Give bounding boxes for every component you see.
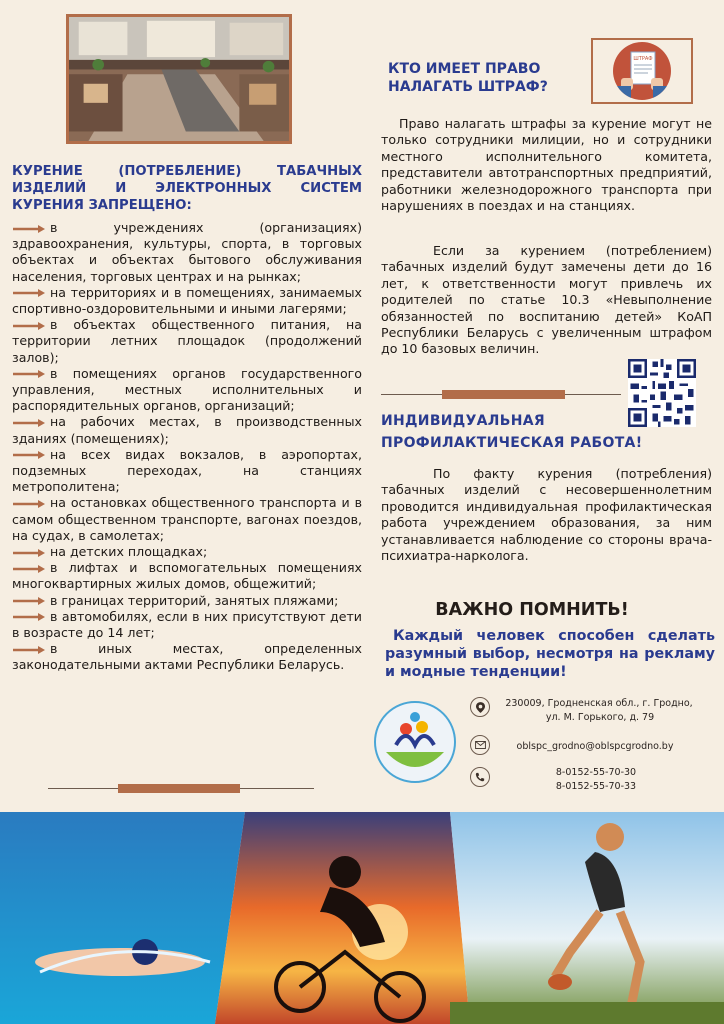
prohibited-places-list [12,220,362,674]
parent-liability-paragraph: Если за курением (потреблением) табачных изделий будут замечены дети до 16 лет, к ответственности могут привлечь их родителей по статье 10.3 «Невыполнение обязанностей по воспитанию детей» КоАП Республики Беларусь с увеличенным штрафом до 10 базовых величин. [381,243,712,357]
email-link[interactable]: oblspc_grodno@oblspcgrodno.by [516,741,674,752]
arrow-right-icon [12,369,46,379]
arrow-right-icon [12,548,46,558]
arrow-right-icon [12,612,46,622]
list-item: в учреждениях (организациях) здравоохранения, культуры, спорта, в торговых объектах и объектах бытового обслуживания населения, торговых центрах и на рынках; [12,220,362,284]
arrow-right-icon [12,499,46,509]
fine-label: ШТРАФ [633,56,653,62]
list-item: в границах территорий, занятых пляжами; [12,593,362,609]
location-pin-icon [470,697,490,717]
list-item: в объектах общественного питания, на территории летних площадок (продолжений залов); [12,317,362,365]
arrow-right-icon [12,321,46,331]
prohibition-heading: КУРЕНИЕ (ПОТРЕБЛЕНИЕ) ТАБАЧНЫХ ИЗДЕЛИЙ И ЭЛЕКТРОННЫХ СИСТЕМ КУРЕНИЯ ЗАПРЕЩЕНО: [12,164,362,213]
arrow-right-icon [12,288,46,298]
list-item: в автомобилях, если в них присутствуют дети в возрасте до 14 лет; [12,608,362,641]
phone-2[interactable]: 8-0152-55-70-33 [555,781,637,792]
phone-icon [470,767,490,787]
address-line-1: 230009, Гродненская обл., г. Гродно, [505,698,693,709]
prevention-work-paragraph: По факту курения (потребления) табачных изделий с несовершеннолетним проводится индивидуальная профилактическая работа учреждением образования, за ним устанавливается наблюдение со стороны врача-психиатра-нарколога. [381,466,712,564]
list-item: на остановках общественного транспорта и в самом общественном транспорте, вагонах поездов, на судах, в самолетах; [12,495,362,543]
fine-document-illustration [591,38,693,104]
organization-logo [366,697,464,787]
arrow-right-icon [12,596,46,606]
list-item: в лифтах и вспомогательных помещениях многоквартирных жилых домов, общежитий; [12,560,362,592]
list-item: на территориях и в помещениях, занимаемых спортивно-оздоровительными и иными лагерями; [12,284,362,317]
list-item: на рабочих местах, в производственных зданиях (помещениях); [12,414,362,446]
arrow-right-icon [12,224,46,234]
arrow-right-icon [12,645,46,655]
right-divider-bar [442,390,565,399]
arrow-right-icon [12,564,46,574]
address-line-2: ул. М. Горького, д. 79 [545,712,655,723]
prevention-work-heading: ИНДИВИДУАЛЬНАЯ ПРОФИЛАКТИЧЕСКАЯ РАБОТА! [381,413,643,451]
left-divider-bar [118,784,240,793]
phone-1[interactable]: 8-0152-55-70-30 [555,767,637,778]
arrow-right-icon [12,450,46,460]
slogan-text: Каждый человек способен сделать разумный выбор, несмотря на рекламу и модные тенденции! [385,628,715,680]
important-heading: ВАЖНО ПОМНИТЬ! [435,600,629,620]
email-icon [470,735,490,755]
mall-interior-photo [66,14,292,144]
list-item: на детских площадках; [12,544,362,560]
fine-authority-paragraph: Право налагать штрафы за курение могут не только сотрудники милиции, но и сотрудники местного исполнительного комитета, представители автотранспортных предприятий, работники железнодорожного транспорта при нарушениях в поездах и на станциях. [381,116,712,214]
arrow-right-icon [12,418,46,428]
fine-authority-heading: КТО ИМЕЕТ ПРАВО НАЛАГАТЬ ШТРАФ? [388,61,548,95]
list-item: в иных местах, определенных законодательными актами Республики Беларусь. [12,641,362,673]
list-item: на всех видах вокзалов, в аэропортах, подземных переходах, на станциях метрополитена; [12,446,362,495]
sports-photo-collage [0,812,724,1024]
list-item: в помещениях органов государственного управления, местных исполнительных и распорядительных органов, организаций; [12,365,362,414]
